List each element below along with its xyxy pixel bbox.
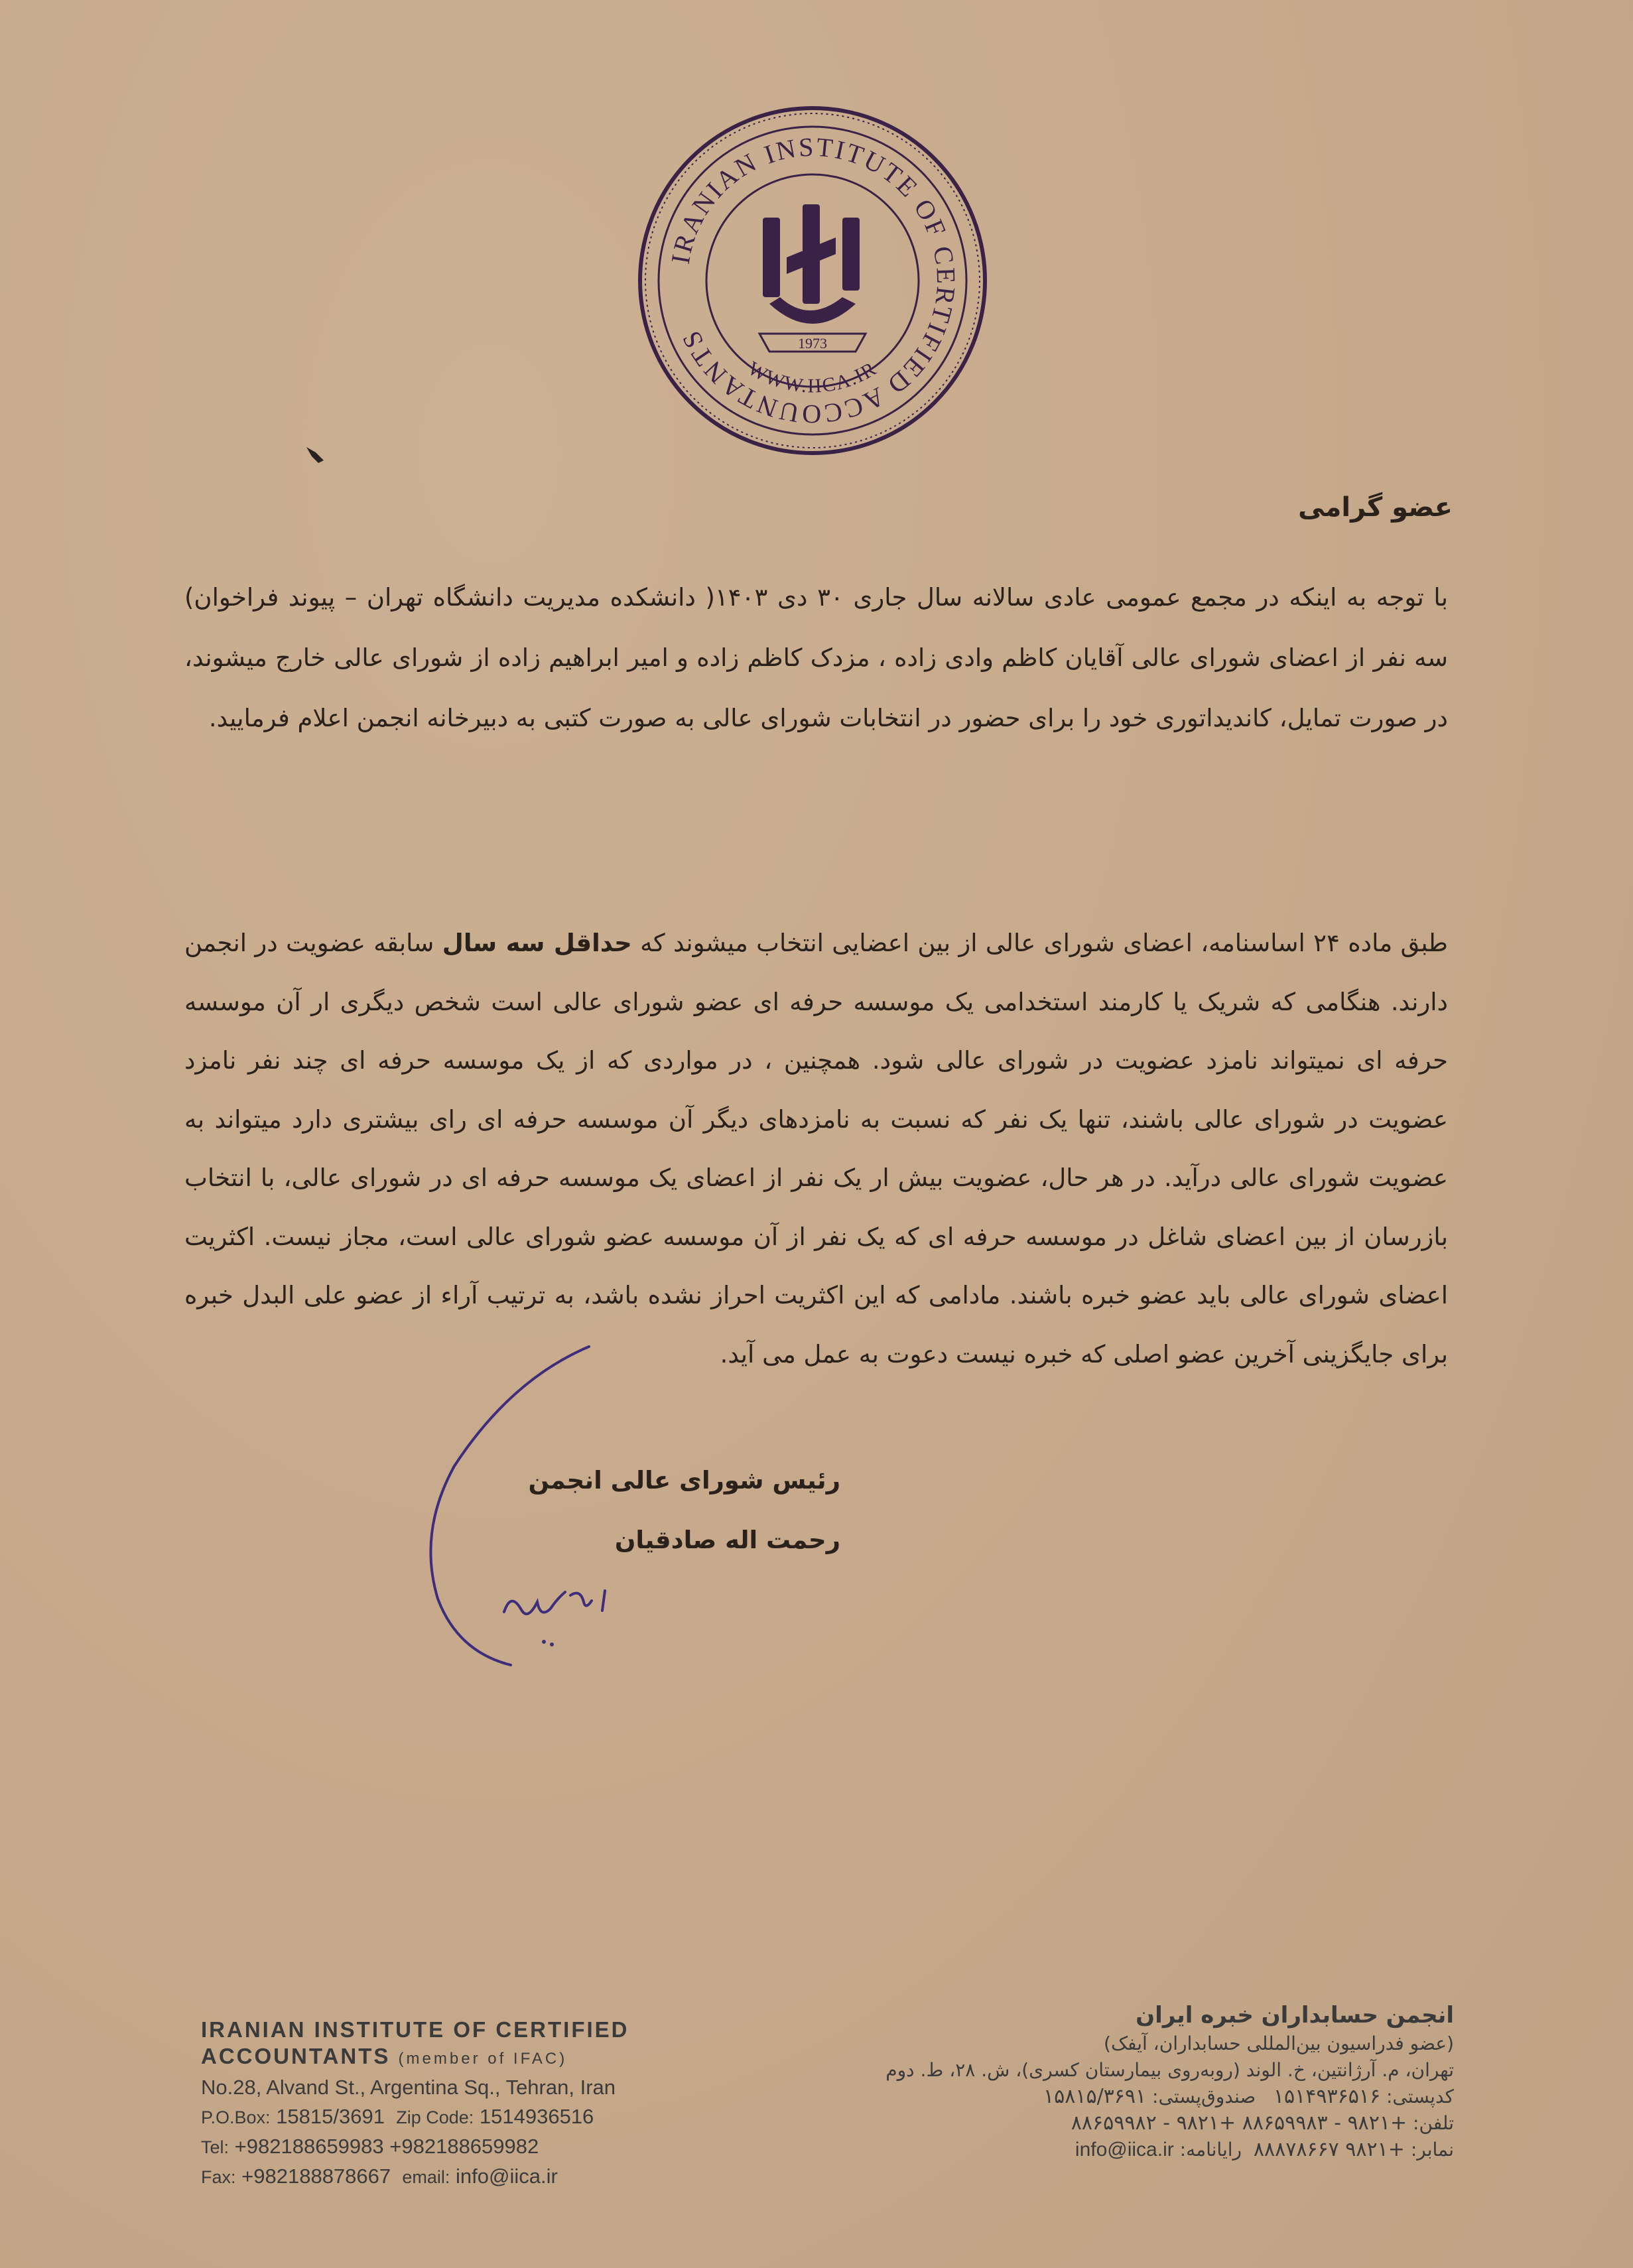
footer-fa-phone-value: ۸۸۶۵۹۹۸۲ - ۹۸۲۱+ ۸۸۶۵۹۹۸۳ - ۹۸۲۱+ — [1071, 2111, 1407, 2135]
footer-en-membership: (member of IFAC) — [398, 2050, 568, 2068]
paragraph-2-part-1: طبق ماده ۲۴ اساسنامه، اعضای شورای عالی از بین اعضایی انتخاب میشوند که — [631, 929, 1448, 957]
footer-en-org-line-1: IRANIAN INSTITUTE OF CERTIFIED — [201, 2017, 629, 2042]
seal-year: 1973 — [798, 335, 827, 352]
pobox-value: 15815/3691 — [276, 2105, 385, 2128]
footer-fa-postal-label: کدپستی: — [1386, 2086, 1454, 2107]
footer-fa-pobox-value: ۱۵۸۱۵/۳۶۹۱ — [1043, 2085, 1147, 2108]
zip-label: Zip Code: — [396, 2107, 474, 2127]
signatory-name: رحمت اله صادقیان — [614, 1526, 840, 1554]
footer-fa-postal-value: ۱۵۱۴۹۳۶۵۱۶ — [1273, 2085, 1381, 2108]
footer-fa-membership: (عضو فدراسیون بین‌المللی حسابداران، آیفک) — [1104, 2033, 1454, 2054]
footer-fa-pobox-label: صندوق‌پستی: — [1152, 2086, 1256, 2107]
footer-fa-org-name: انجمن حسابداران خبره ایران — [1136, 2002, 1454, 2029]
paragraph-2-emphasis: حداقل سه سال — [442, 929, 632, 957]
footer-fa-phone-label: تلفن: — [1413, 2112, 1454, 2134]
footer-fa-fax-label: نمابر: — [1410, 2139, 1454, 2161]
ink-smudge-icon — [304, 443, 332, 467]
zip-value: 1514936516 — [479, 2105, 594, 2128]
paragraph-2-part-2: سابقه عضویت در انجمن دارند. هنگامی که شریک یا کارمند استخدامی یک موسسه حرفه ای عضو شورای عالی است شخص دیگری ار آن موسسه حرفه ای نمیتواند نامزد عضویت در شورای عالی شود. همچنین ، در مواردی که از یک موسسه حرفه ای چند نفر نامزد عضویت در شورای عالی باشند، تنها یک نفر که نسبت به نامزدهای دیگر آن موسسه حرفه ای رای بیشتری دارد میتواند به عضویت شورای عالی درآید. در هر حال، عضویت بیش ار یک نفر از اعضای یک موسسه حرفه ای در شورای عالی، با انتخاب بازرسان از بین اعضای شاغل در موسسه حرفه ای که یک نفر از آن موسسه عضو شورای عالی است، مجاز نیست. اکثریت اعضای شورای عالی باید عضو خبره باشند. مادامی که این اکثریت احراز نشده باشد، به ترتیب آراء از عضو علی البدل خبره برای جایگزینی آخرین عضو اصلی که خبره نیست دعوت به عمل می آید. — [184, 929, 1448, 1368]
seal-emblem-icon — [637, 105, 988, 456]
greeting: عضو گرامی — [1298, 492, 1453, 523]
paragraph-2 — [184, 914, 1448, 1384]
seal-website: WWW.IICA.IR — [744, 357, 881, 397]
paragraph-1: با توجه به اینکه در مجمع عمومی عادی سالانه سال جاری ۳۰ دی ۱۴۰۳( دانشکده مدیریت دانشگاه تهران – پیوند فراخوان) سه نفر از اعضای شورای عالی آقایان کاظم وادی زاده ، مزدک کاظم زاده و امیر ابراهیم زاده از شورای عالی خارج میشوند، در صورت تمایل، کاندیداتوری خود را برای حضور در انتخابات شورای عالی به صورت کتبی به دبیرخانه انجمن اعلام فرمایید. — [184, 583, 1449, 732]
footer-english — [201, 2017, 665, 2191]
signatory-title: رئیس شورای عالی انجمن — [528, 1466, 840, 1495]
institute-seal — [637, 105, 988, 456]
footer-en-address: No.28, Alvand St., Argentina Sq., Tehran, Iran — [201, 2076, 616, 2099]
footer-fa-email-label: رایانامه: — [1179, 2139, 1242, 2161]
footer-fa-email-link[interactable]: info@iica.ir — [1075, 2139, 1174, 2161]
footer-persian — [885, 2000, 1454, 2163]
email-link[interactable]: info@iica.ir — [456, 2165, 558, 2188]
footer-fa-address: تهران، م. آرژانتین، خ. الوند (روبه‌روی بیمارستان کسری)، ش. ۲۸، ط. دوم — [885, 2059, 1454, 2081]
email-label: email: — [402, 2167, 450, 2187]
footer-fa-fax-value: ۸۸۸۷۸۶۶۷ ۹۸۲۱+ — [1253, 2138, 1405, 2161]
footer-en-org-line-2: ACCOUNTANTS — [201, 2044, 391, 2068]
seal-ring-text: IRANIAN INSTITUTE OF CERTIFIED ACCOUNTANTS — [665, 131, 962, 430]
pobox-label: P.O.Box: — [201, 2107, 271, 2127]
fax-value: +982188878667 — [241, 2165, 391, 2188]
tel-label: Tel: — [201, 2137, 229, 2157]
fax-label: Fax: — [201, 2167, 236, 2187]
handwritten-signature-icon — [378, 1320, 657, 1692]
tel-value: +982188659983 +982188659982 — [234, 2135, 539, 2158]
